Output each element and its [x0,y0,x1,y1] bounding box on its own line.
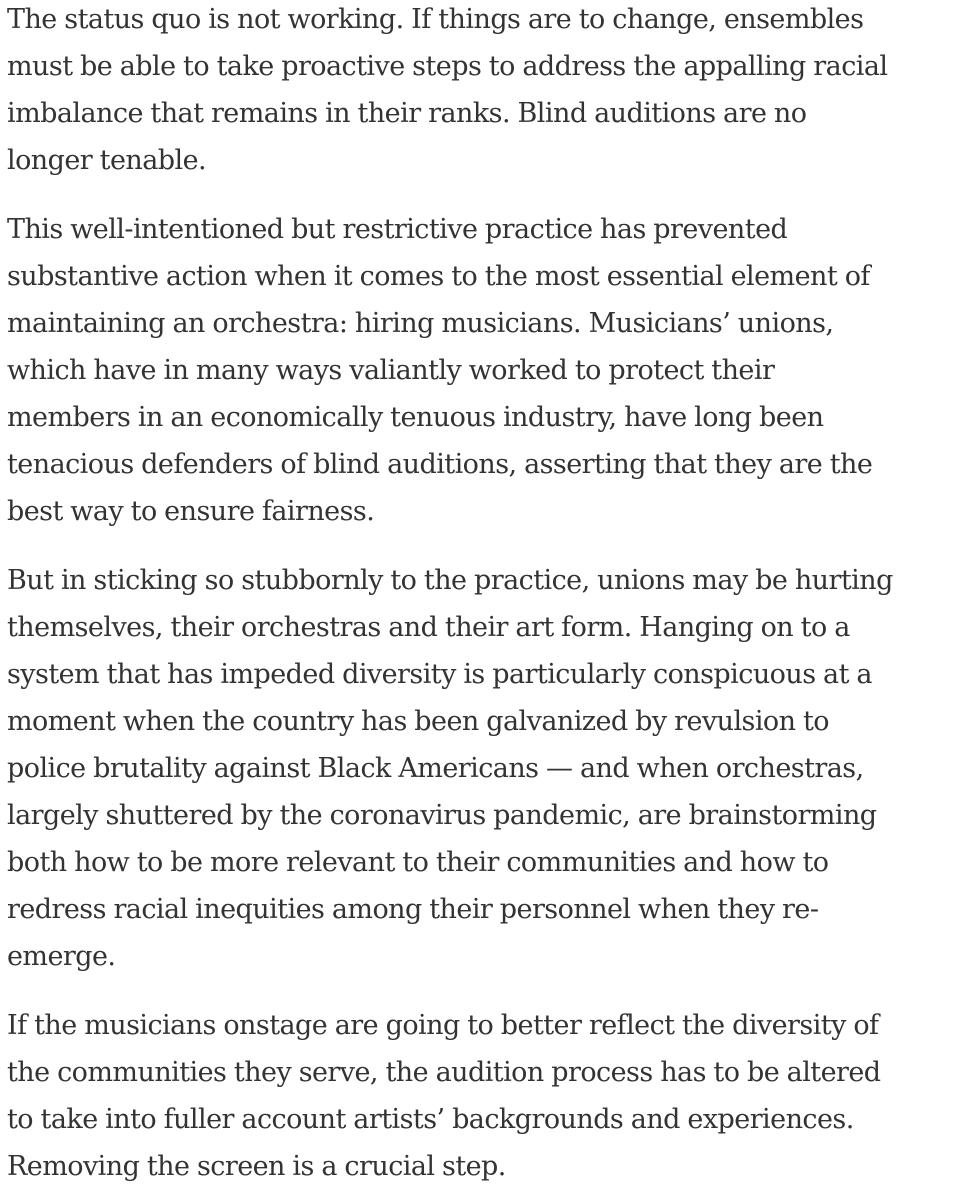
text-line: members in an economically tenuous industry, have long been [7,402,824,433]
paragraph-removing-screen [7,1002,962,1190]
text-line: moment when the country has been galvanized by revulsion to [7,706,830,737]
paragraph-unions-hurting [7,557,962,980]
text-line: emerge. [7,941,116,972]
text-line: to take into fuller account artists’ backgrounds and experiences. [7,1104,854,1135]
text-line: largely shuttered by the coronavirus pandemic, are brainstorming [7,800,877,831]
text-line: both how to be more relevant to their communities and how to [7,847,829,878]
text-line: must be able to take proactive steps to address the appalling racial [7,51,888,82]
text-line: police brutality against Black Americans — and when orchestras, [7,753,864,784]
paragraph-status-quo [7,0,962,184]
paragraph-restrictive-practice [7,206,962,535]
text-line: imbalance that remains in their ranks. Blind auditions are no [7,98,807,129]
text-line: system that has impeded diversity is particularly conspicuous at a [7,659,872,690]
text-line: redress racial inequities among their personnel when they re- [7,894,819,925]
text-line: maintaining an orchestra: hiring musicians. Musicians’ unions, [7,308,834,339]
text-line: The status quo is not working. If things are to change, ensembles [7,4,864,35]
text-line: But in sticking so stubbornly to the practice, unions may be hurting [7,565,893,596]
text-line: best way to ensure fairness. [7,496,375,527]
text-line: This well-intentioned but restrictive practice has prevented [7,214,788,245]
text-line: longer tenable. [7,145,207,176]
text-line: the communities they serve, the audition process has to be altered [7,1057,881,1088]
text-line: themselves, their orchestras and their art form. Hanging on to a [7,612,850,643]
text-line: which have in many ways valiantly worked to protect their [7,355,775,386]
text-line: tenacious defenders of blind auditions, asserting that they are the [7,449,873,480]
text-line: If the musicians onstage are going to better reflect the diversity of [7,1010,879,1041]
text-line: substantive action when it comes to the most essential element of [7,261,870,292]
text-line: Removing the screen is a crucial step. [7,1151,506,1182]
